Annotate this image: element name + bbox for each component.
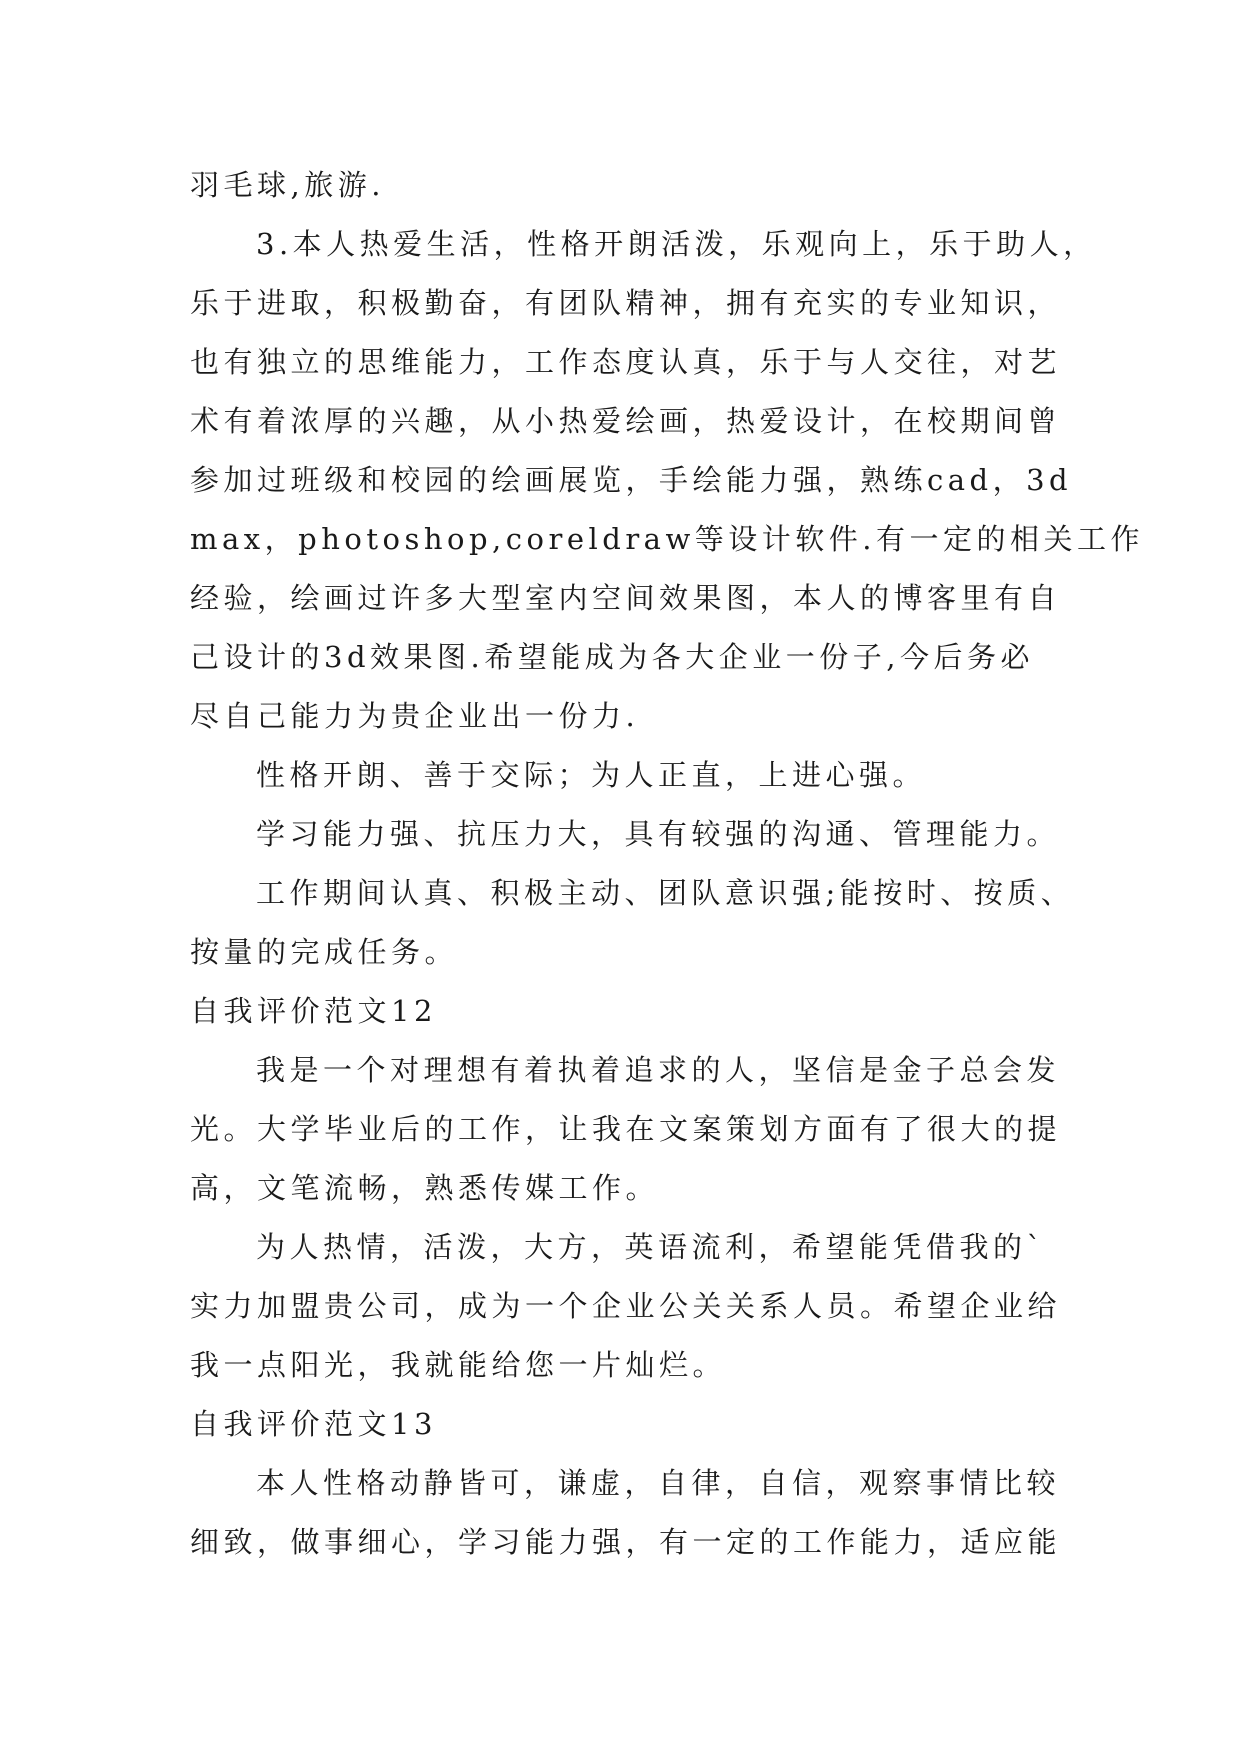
text-line: 3.本人热爱生活，性格开朗活泼，乐观向上，乐于助人，: [256, 227, 1097, 261]
text-line: 性格开朗、善于交际；为人正直，上进心强。: [256, 758, 927, 792]
text-line: 羽毛球,旅游.: [190, 168, 385, 202]
section-heading: 自我评价范文12: [190, 994, 437, 1028]
text-line: 己设计的3d效果图.希望能成为各大企业一份子,今后务必: [190, 640, 1034, 674]
text-line: 学习能力强、抗压力大，具有较强的沟通、管理能力。: [256, 817, 1061, 851]
text-line: 为人热情，活泼，大方，英语流利，希望能凭借我的`: [256, 1230, 1046, 1264]
text-line: 细致，做事细心，学习能力强，有一定的工作能力，适应能: [190, 1525, 1062, 1559]
text-line: 光。大学毕业后的工作，让我在文案策划方面有了很大的提: [190, 1112, 1062, 1146]
text-line: 我一点阳光，我就能给您一片灿烂。: [190, 1348, 727, 1382]
text-line: 尽自己能力为贵企业出一份力.: [190, 699, 640, 733]
text-line: 也有独立的思维能力，工作态度认真，乐于与人交往，对艺: [190, 345, 1062, 379]
document-body: [190, 156, 1145, 1572]
text-line: 经验，绘画过许多大型室内空间效果图，本人的博客里有自: [190, 581, 1062, 615]
text-line: 我是一个对理想有着执着追求的人，坚信是金子总会发: [256, 1053, 1061, 1087]
text-line: 工作期间认真、积极主动、团队意识强;能按时、按质、: [256, 876, 1075, 910]
text-line: 按量的完成任务。: [190, 935, 459, 969]
text-line: max，photoshop,coreldraw等设计软件.有一定的相关工作: [190, 522, 1145, 556]
text-line: 本人性格动静皆可，谦虚，自律，自信，观察事情比较: [256, 1466, 1061, 1500]
text-line: 高，文笔流畅，熟悉传媒工作。: [190, 1171, 660, 1205]
text-line: 术有着浓厚的兴趣，从小热爱绘画，热爱设计，在校期间曾: [190, 404, 1062, 438]
text-line: 实力加盟贵公司，成为一个企业公关关系人员。希望企业给: [190, 1289, 1062, 1323]
text-line: 乐于进取，积极勤奋，有团队精神，拥有充实的专业知识，: [190, 286, 1062, 320]
section-heading: 自我评价范文13: [190, 1407, 437, 1441]
text-line: 参加过班级和校园的绘画展览，手绘能力强，熟练cad，3d: [190, 463, 1073, 497]
